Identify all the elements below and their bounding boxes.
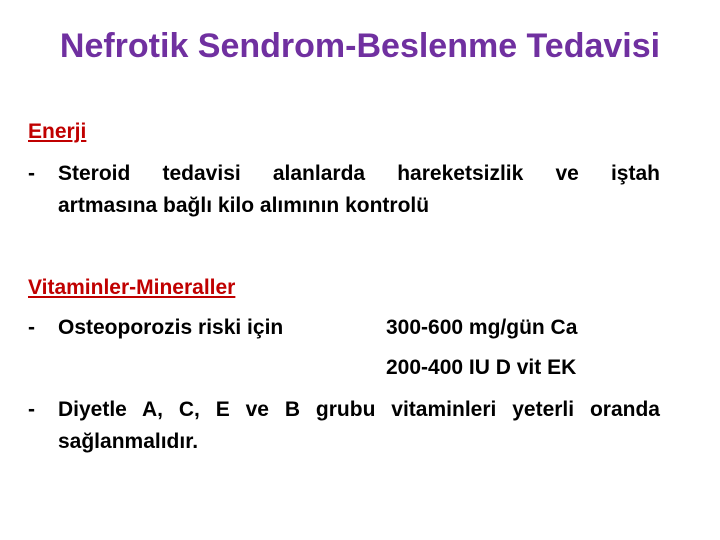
- bullet-osteoporozis: [28, 312, 660, 379]
- vitamin-d-dose: 200-400 IU D vit EK: [386, 356, 577, 379]
- bullet-steroid: [28, 158, 660, 222]
- bullet-text-line2: sağlanmalıdır.: [58, 430, 199, 453]
- bullet-dash: -: [28, 162, 35, 185]
- slide-title: Nefrotik Sendrom-Beslenme Tedavisi: [59, 27, 661, 65]
- section-heading-enerji: Enerji: [28, 120, 87, 143]
- bullet-text-line2: artmasına bağlı kilo alımının kontrolü: [58, 194, 430, 217]
- calcium-dose: 300-600 mg/gün Ca: [386, 316, 578, 339]
- bullet-dash: -: [28, 316, 35, 339]
- osteoporozis-label: Osteoporozis riski için: [58, 316, 284, 339]
- bullet-dash: -: [28, 398, 35, 421]
- bullet-text-line1: Diyetle A, C, E ve B grubu vitaminleri yeterli oranda: [58, 398, 660, 421]
- section-heading-vitaminler: Vitaminler-Mineraller: [28, 276, 236, 299]
- bullet-diyet-vitaminler: [28, 394, 660, 458]
- bullet-text-line1: Steroid tedavisi alanlarda hareketsizlik ve iştah: [58, 162, 660, 185]
